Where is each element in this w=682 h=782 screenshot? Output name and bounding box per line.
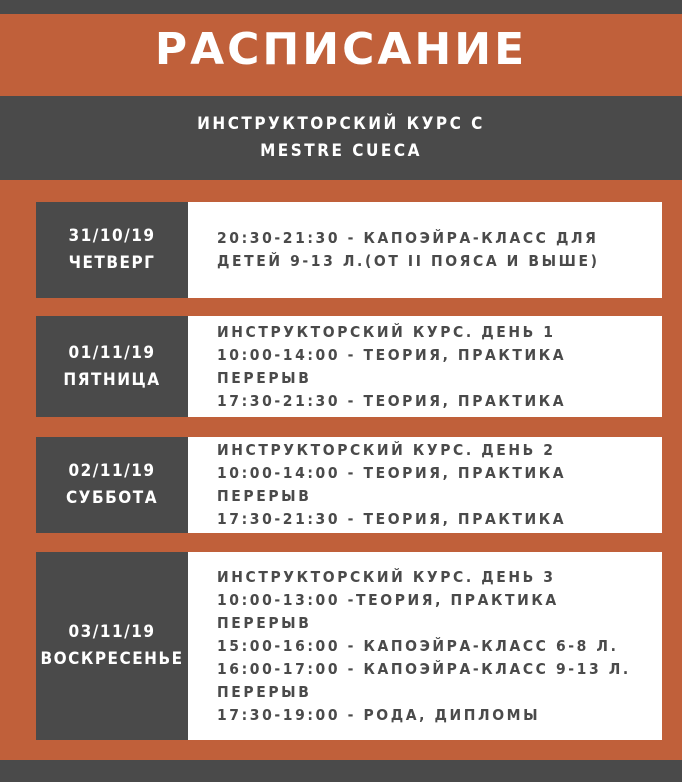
event-line: ПЕРЕРЫВ: [217, 613, 312, 632]
event-cell: [188, 316, 662, 417]
date-cell: [36, 316, 188, 417]
event-line: 10:00-14:00 - ТЕОРИЯ, ПРАКТИКА: [217, 345, 567, 364]
page-title: РАСПИСАНИЕ: [154, 23, 528, 75]
schedule-row-2: [36, 316, 662, 417]
date-cell: [36, 552, 188, 740]
event-line: ПЕРЕРЫВ: [217, 487, 312, 505]
date: 01/11/19: [68, 342, 156, 363]
date: 31/10/19: [68, 226, 156, 246]
course-subtitle: [0, 96, 682, 180]
event-line: 17:30-21:30 - ТЕОРИЯ, ПРАКТИКА: [217, 391, 567, 410]
event-line: 10:00-13:00 -ТЕОРИЯ, ПРАКТИКА: [217, 590, 559, 609]
event-cell: [188, 437, 662, 533]
event-line: ИНСТРУКТОРСКИЙ КУРС. ДЕНЬ 2: [217, 441, 556, 459]
weekday: ЧЕТВЕРГ: [68, 253, 156, 273]
event-line: ПЕРЕРЫВ: [217, 368, 312, 387]
event-line: ИНСТРУКТОРСКИЙ КУРС. ДЕНЬ 1: [217, 322, 556, 341]
date: 02/11/19: [68, 461, 156, 481]
schedule-row-3: [36, 437, 662, 533]
schedule-row-4: [36, 552, 662, 740]
weekday: СУББОТА: [65, 488, 159, 508]
date-cell: [36, 437, 188, 533]
event-line: 15:00-16:00 - КАПОЭЙРА-КЛАСС 6-8 Л.: [217, 636, 619, 655]
event-line: 10:00-14:00 - ТЕОРИЯ, ПРАКТИКА: [217, 464, 567, 482]
event-line: ПЕРЕРЫВ: [217, 682, 312, 701]
event-line: 20:30-21:30 - КАПОЭЙРА-КЛАСС ДЛЯ: [217, 229, 599, 247]
weekday: ВОСКРЕСЕНЬЕ: [40, 649, 184, 669]
event-cell: [188, 552, 662, 740]
event-line: 17:30-19:00 - РОДА, ДИПЛОМЫ: [217, 705, 541, 724]
event-line: 16:00-17:00 - КАПОЭЙРА-КЛАСС 9-13 Л.: [217, 659, 631, 678]
event-line: 17:30-21:30 - ТЕОРИЯ, ПРАКТИКА: [217, 510, 567, 528]
event-cell: [188, 202, 662, 298]
date: 03/11/19: [68, 622, 156, 642]
event-line: ДЕТЕЙ 9-13 Л.(ОТ II ПОЯСА И ВЫШЕ): [217, 252, 600, 270]
schedule-row-1: [36, 202, 662, 298]
event-line: ИНСТРУКТОРСКИЙ КУРС. ДЕНЬ 3: [217, 567, 556, 586]
weekday: ПЯТНИЦА: [63, 369, 161, 390]
date-cell: [36, 202, 188, 298]
subtitle-line-2: MESTRE CUECA: [260, 141, 422, 161]
subtitle-line-1: ИНСТРУКТОРСКИЙ КУРС С: [197, 114, 485, 134]
